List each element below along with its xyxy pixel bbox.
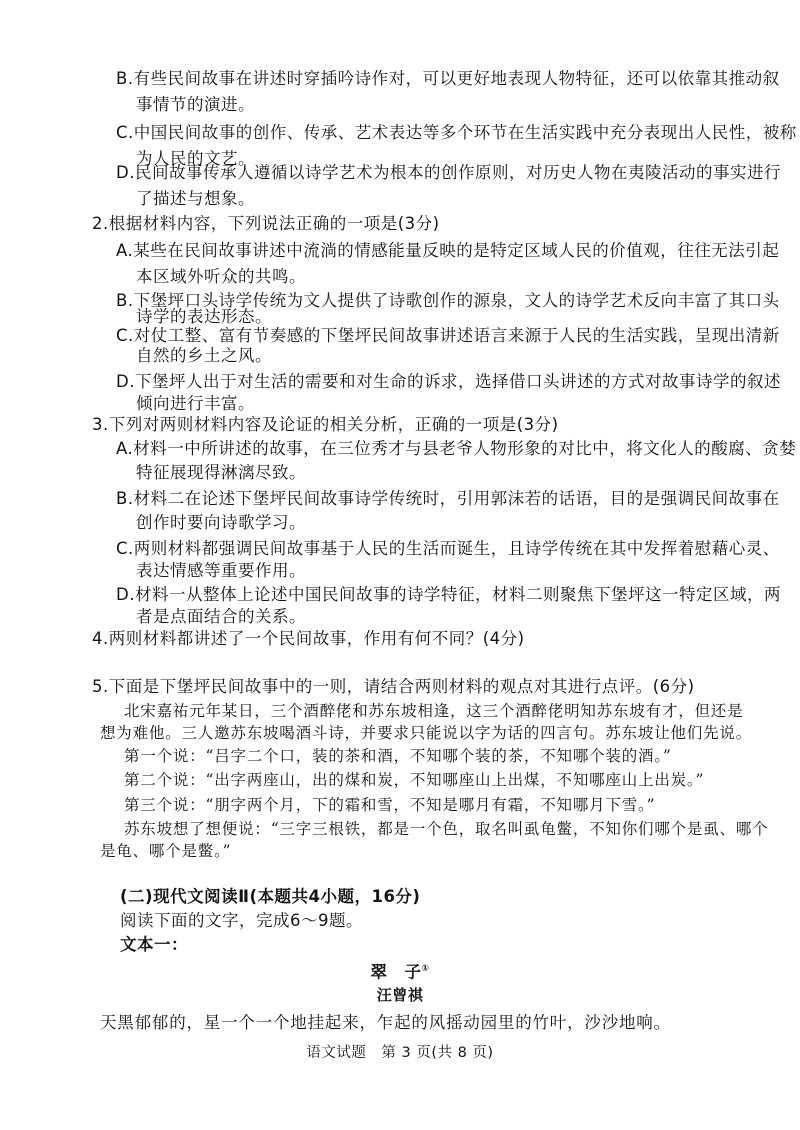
q3-option-d-line2: 者是点面结合的关系。 xyxy=(136,607,306,626)
q5-story-line: 苏东坡想了想便说：“三字三根铁，都是一个色，取名叫虱龟鳖，不知你们哪个是虱、哪个 xyxy=(124,820,769,838)
q2-option-a-line1: A.某些在民间故事讲述中流淌的情感能量反映的是特定区域人民的价值观，往往无法引起 xyxy=(116,241,780,260)
text-label: 文本一： xyxy=(120,935,188,954)
q2-option-b-line1: B.下堡坪口头诗学传统为文人提供了诗歌创作的源泉，文人的诗学艺术反向丰富了其口头 xyxy=(116,291,780,310)
q5-story-line: 想为难他。三人邀苏东坡喝酒斗诗，并要求只能说以字为话的四言句。苏东坡让他们先说。 xyxy=(100,724,753,742)
q3-option-b-line2: 创作时要向诗歌学习。 xyxy=(136,513,306,532)
q3-option-b-line1: B.材料二在论述下堡坪民间故事诗学传统时，引用郭沫若的话语，目的是强调民间故事在 xyxy=(116,489,780,508)
q3-option-c-line2: 表达情感等重要作用。 xyxy=(136,561,306,580)
q3-option-d-line1: D.材料一从整体上论述中国民间故事的诗学特征，材料二则聚焦下堡坪这一特定区域，两 xyxy=(116,585,781,604)
q1-option-c-line1: C.中国民间故事的创作、传承、艺术表达等多个环节在生活实践中充分表现出人民性，被称 xyxy=(116,123,797,142)
q1-option-d-line1: D.民间故事传承人遵循以诗学艺术为根本的创作原则，对历史人物在夷陵活动的事实进行 xyxy=(116,163,781,182)
q5-story-line: 是龟、哪个是鳖。” xyxy=(100,842,232,860)
q3-option-c-line1: C.两则材料都强调民间故事基于人民的生活而诞生，且诗学传统在其中发挥着慰藉心灵、 xyxy=(116,539,780,558)
q3-option-a-line2: 特征展现得淋漓尽致。 xyxy=(136,463,306,482)
section-instruction: 阅读下面的文字，完成6～9题。 xyxy=(120,911,363,930)
q2-option-d-line2: 倾向进行丰富。 xyxy=(136,394,255,413)
article-first-line: 天黑郁郁的，星一个一个地挂起来，乍起的风摇动园里的竹叶，沙沙地响。 xyxy=(100,1013,671,1032)
title-footnote-marker: ① xyxy=(421,964,430,974)
article-title xyxy=(0,958,800,984)
section-heading: (二)现代文阅读Ⅱ(本题共4小题，16分) xyxy=(120,887,421,906)
q3-stem: 3.下列对两则材料内容及论证的相关分析，正确的一项是(3分) xyxy=(92,415,559,434)
article-title-text: 翠 子 xyxy=(370,962,422,982)
q5-story-line: 第一个说：“吕字二个口，装的茶和酒，不知哪个装的茶，不知哪个装的酒。” xyxy=(124,747,672,765)
q2-option-a-line2: 本区域外听众的共鸣。 xyxy=(136,267,306,286)
q5-stem: 5.下面是下堡坪民间故事中的一则，请结合两则材料的观点对其进行点评。(6分) xyxy=(92,677,695,696)
q2-option-d-line1: D.下堡坪人出于对生活的需要和对生命的诉求，选择借口头讲述的方式对故事诗学的叙述 xyxy=(116,372,781,391)
q1-option-c-line2: 为人民的文艺。 xyxy=(136,149,255,168)
q2-option-b-line2: 诗学的表达形态。 xyxy=(136,307,272,326)
q5-story-line: 第二个说：“出字两座山，出的煤和炭，不知哪座山上出煤，不知哪座山上出炭。” xyxy=(124,771,705,789)
q2-option-c-line2: 自然的乡土之风。 xyxy=(136,346,272,365)
q2-stem: 2.根据材料内容，下列说法正确的一项是(3分) xyxy=(92,214,440,233)
q5-story-line: 北宋嘉祐元年某日，三个酒醉佬和苏东坡相逢，这三个酒醉佬明知苏东坡有才，但还是 xyxy=(124,702,744,720)
q4-stem: 4.两则材料都讲述了一个民间故事，作用有何不同？(4分) xyxy=(92,629,525,648)
page-footer: 语文试题 第 3 页(共 8 页) xyxy=(306,1045,494,1061)
q1-option-b-line2: 事情节的演进。 xyxy=(136,95,255,114)
q5-story-line: 第三个说：“朋字两个月，下的霜和雪，不知是哪月有霜，不知哪月下雪。” xyxy=(124,796,656,814)
article-author: 汪曾祺 xyxy=(376,986,424,1004)
q1-option-d-line2: 了描述与想象。 xyxy=(136,189,255,208)
q1-option-b-line1: B.有些民间故事在讲述时穿插吟诗作对，可以更好地表现人物特征，还可以依靠其推动叙 xyxy=(116,69,780,88)
q3-option-a-line1: A.材料一中所讲述的故事，在三位秀才与县老爷人物形象的对比中，将文化人的酸腐、贪婪 xyxy=(116,439,797,458)
q2-option-c-line1: C.对仗工整、富有节奏感的下堡坪民间故事讲述语言来源于人民的生活实践，呈现出清新 xyxy=(116,326,780,345)
